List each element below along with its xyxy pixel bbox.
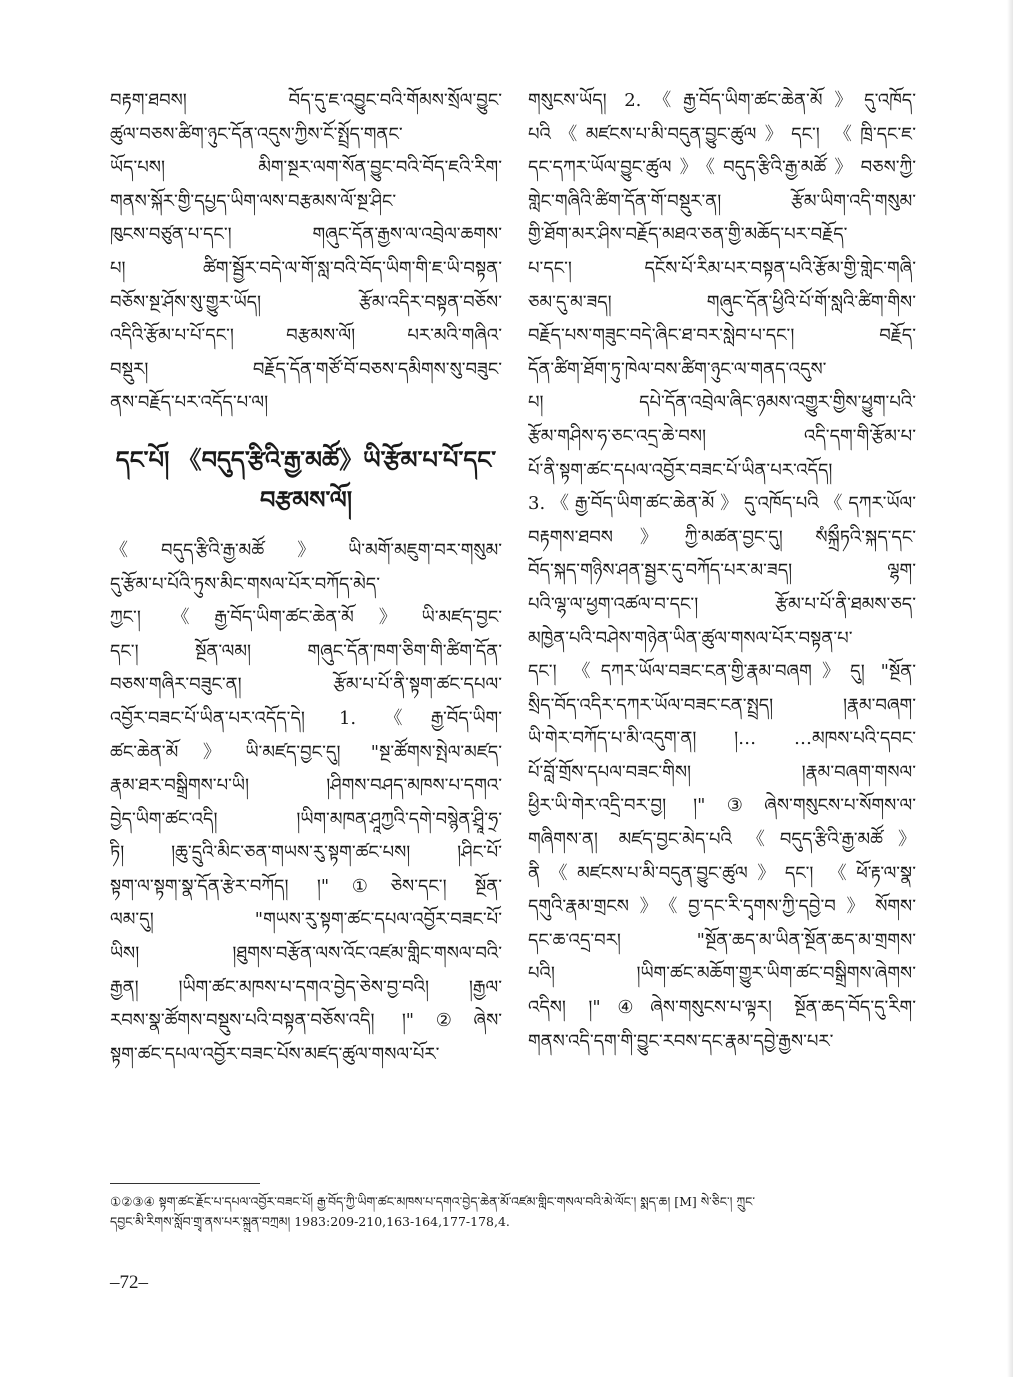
text-line: ཏི། །ཆུ་དྲུའི་མིང་ཅན་གཡས་རུ་སྟག་ཚང་པས། །ཤིང་པོ་ <box>110 842 502 864</box>
text-line: དང་། 《དཀར་ཡོལ་བཟང་ངན་གྱི་རྣམ་བཞག》དུ། "སྔོན་ <box>528 661 916 683</box>
text-line: དགུའི་རྣམ་གྲངས》《བྱ་དང་རི་དྭགས་ཀྱི་དབྱེ་བ》སོགས་ <box>528 896 916 918</box>
footnote-line: དབྱང་མི་རིགས་སློབ་གྲྭ་ནས་པར་སྐྲུན་བཀྲམ། 1983:209-210,163-164,177-178,4. <box>110 1214 510 1229</box>
text-line: པ། དཔེ་དོན་འབྲེལ་ཞིང་ཉམས་འགྱུར་གྱིས་ཕྱུག་པའི་ <box>528 392 916 414</box>
text-line: ཕྱིར་ཡི་གེར་འདྲི་བར་བྱ། །"③ཞེས་གསུངས་པ་སོགས་ལ་ <box>528 795 916 817</box>
paragraph-author <box>110 534 502 1072</box>
text-line: གྱི་ཐོག་མར་ཤིས་བརྗོད་མཐའ་ཅན་གྱི་མཆོད་པར་བརྗོད་ <box>528 224 848 246</box>
text-line: གླེང་གཞིའི་ཚིག་དོན་གོ་བསྡུར་ན། རྩོམ་ཡིག་འདི་གསུམ་ <box>528 190 916 212</box>
text-line: གསུངས་ཡོད། 2.《རྒྱ་བོད་ཡིག་ཚང་ཆེན་མོ》དུ་འཁོད་ <box>528 90 916 111</box>
text-line: འདིས། །"④ཞེས་གསུངས་པ་ལྟར། སྔོན་ཆད་བོད་དུ་རིག་ <box>528 997 916 1019</box>
paragraph-intro <box>110 84 502 420</box>
text-line: རྒྱན། །ཡིག་ཚང་མཁས་པ་དགའ་བྱེད་ཅེས་བྱ་བའི། །རྒྱལ་ <box>110 976 502 998</box>
text-line: པའི་ལྷ་ལ་ཕྱག་འཚལ་བ་དང་། རྩོམ་པ་པོ་ནི་ཐམས་ཅད་ <box>528 593 916 615</box>
text-line: དང་དཀར་ཡོལ་བྱུང་ཚུལ》《བདུད་རྩིའི་རྒྱ་མཚོ》བཅས་ཀྱི་ <box>528 157 916 179</box>
section-heading <box>110 440 502 520</box>
text-line: བརྟག་ཐབས། བོད་དུ་ཇ་འབྱུང་བའི་གོམས་སྲོལ་བྱུང་ <box>110 90 502 111</box>
section-heading-line: དང་པོ། 《བདུད་རྩིའི་རྒྱ་མཚོ》ཡི་རྩོམ་པ་པོ་དང་ <box>115 444 497 474</box>
text-line: དུ་རྩོམ་པ་པོའི་ཏུས་མིང་གསལ་པོར་བཀོད་མེད་ <box>110 573 380 595</box>
text-line: བཅོས་སྔ་ཤོས་སུ་གྱུར་ཡོད། རྩོམ་འདིར་བསྟན་བཅོས་ <box>110 291 502 313</box>
text-line: དང་། སྔོན་ལམ། གཞུང་དོན་ཁག་ཅིག་གི་ཚིག་དོན་ <box>110 640 502 662</box>
text-line: ཚུལ་བཅས་ཚིག་ཉུང་དོན་འདུས་ཀྱིས་ངོ་སྤྲོད་གནང་ <box>110 123 403 145</box>
text-line: ལམ་དུ། "གཡས་རུ་སྟག་ཚང་དཔལ་འབྱོར་བཟང་པོ་ <box>110 909 502 931</box>
text-line: གཞིགས་ན། མཛད་བྱང་མེད་པའི《བདུད་རྩིའི་རྒྱ་མཚོ》 <box>528 829 916 851</box>
text-line: པ་དང་། དངོས་པོ་རིམ་པར་བསྟན་པའི་རྩོམ་གྱི་གླེང་གཞི་ <box>528 257 916 279</box>
text-line: ནས་བརྗོད་པར་འདོད་པ་ལ། <box>110 392 269 414</box>
text-line: བརྟགས་ཐབས》ཀྱི་མཚན་བྱང་དུ། སཾསྐྲྀཏའི་སྐད་དང་ <box>528 526 916 548</box>
text-line: པོ་བློ་གྲོས་དཔལ་བཟང་གིས། །རྣམ་བཞག་གསལ་ <box>528 761 916 783</box>
text-line: སྲིད་བོད་འདིར་དཀར་ཡོལ་བཟང་ངན་སྤྲད། །རྣམ་བཞག་ <box>528 694 916 716</box>
right-column <box>528 84 916 1092</box>
page-number: –72– <box>110 1272 148 1293</box>
text-line: གནས་སྐོར་གྱི་དཔྱད་ཡིག་ལས་བརྩམས་ལོ་སྔ་ཤིང་ <box>110 190 397 212</box>
text-line: པའི《མཛངས་པ་མི་བདུན་བྱུང་ཚུལ》དང་། 《ཁྲི་དང་ཇ་ <box>528 123 916 145</box>
section-heading-line: བརྩམས་ལོ། <box>259 484 353 514</box>
footnotes <box>110 1192 916 1232</box>
text-line: 3.《རྒྱ་བོད་ཡིག་ཚང་ཆེན་མོ》དུ་འཁོད་པའི《དཀར་ཡོལ་ <box>528 493 916 515</box>
text-line <box>528 1058 916 1092</box>
text-line: སྟག་ཚང་དཔལ་འབྱོར་བཟང་པོས་མཛད་ཚུལ་གསལ་པོར་ <box>110 1043 440 1065</box>
footnote-line: ①②③④ སྟག་ཚང་རྗོང་པ་དཔལ་འབྱོར་བཟང་པོ། རྒྱ་བོད་ཀྱི་ཡིག་ཚང་མཁས་པ་དགའ་བྱེད་ཆེན་མོ་འཛམ་གླིང་གསལ་བའི་མེ་ལོང་། སྨད་ཆ། [M] སེ་ཅིང་། ཀྲུང་ <box>110 1194 755 1209</box>
text-line: བསྡུར། བརྗོད་དོན་གཙོ་བོ་བཅས་དམིགས་སུ་བཟུང་ <box>110 358 502 380</box>
text-line: ཡིས། །ཐུགས་བརྩོན་ལས་འོང་འཛམ་གླིང་གསལ་བའི་ <box>110 943 502 965</box>
text-line: བརྗོད་པས་གཟུང་བདེ་ཞིང་ཐ་བར་སླེབ་པ་དང་། བརྗོད་ <box>528 325 916 347</box>
text-line: མཁྱེན་པའི་བཤེས་གཉེན་ཡིན་ཚུལ་གསལ་པོར་བསྟན་པ་ <box>528 627 853 649</box>
text-line: 《བདུད་རྩིའི་རྒྱ་མཚོ》ཡི་མགོ་མཇུག་བར་གསུམ་ <box>110 539 502 561</box>
text-line: ཁུངས་བཙུན་པ་དང་། གཞུང་དོན་རྒྱས་ལ་འབྲེལ་ཆགས་ <box>110 224 502 246</box>
text-line: སྟག་ལ་སྟག་སྣ་དོན་རྩེར་བཀོད། །"①ཅེས་དང་། སྔོན་ <box>110 875 502 897</box>
text-line: ཚང་ཆེན་མོ》ཡི་མཛད་བྱང་དུ། "སྔ་ཚོགས་སྤེལ་མཛད་ <box>110 741 502 763</box>
text-line: བོད་སྐད་གཉིས་ཤན་སྦྱར་དུ་བཀོད་པར་མ་ཟད། ལྷག་ <box>528 560 916 582</box>
text-line: འབྱོར་བཟང་པོ་ཡིན་པར་འདོད་དེ། 1.《རྒྱ་བོད་ཡིག་ <box>110 707 502 729</box>
text-line: ཅམ་དུ་མ་ཟད། གཞུང་དོན་ཕྱིའི་པོ་གོ་སླའི་ཚིག་གིས་ <box>528 291 916 313</box>
text-line: པའི། །ཡིག་ཚང་མཆོག་གྱུར་ཡིག་ཚང་བསྒྲིགས་ཞེགས་ <box>528 963 916 985</box>
footnote-divider <box>110 1183 260 1184</box>
text-line: རབས་སྣ་ཚོགས་བསྡུས་པའི་བསྟན་བཅོས་འདི། །"②ཞེས་ <box>110 1010 502 1032</box>
text-line: པོ་ནི་སྟག་ཚང་དཔལ་འབྱོར་བཟང་པོ་ཡིན་པར་འདོད། <box>528 459 833 481</box>
text-line: བཅས་གཞིར་བཟུང་ན། རྩོམ་པ་པོ་ནི་སྟག་ཚང་དཔལ་ <box>110 674 502 696</box>
text-line: ཀྱང་། 《རྒྱ་བོད་ཡིག་ཚང་ཆེན་མོ》ཡི་མཛད་བྱང་ <box>110 607 502 629</box>
text-line: རྣམ་ཐར་བསྒྲིགས་པ་ཡི། །ཤིགས་བཤད་མཁས་པ་དགའ་ <box>110 775 502 797</box>
text-line: བྱེད་ཡིག་ཚང་འདི། །ཡིག་མཁན་ཤཱཀྱའི་དགེ་བསྙེན་ཤྲཱི་ཧྲ་ <box>110 808 502 830</box>
text-line: རྩོམ་གཤིས་ཧ་ཅང་འདྲ་ཆེ་བས། འདི་དག་གི་རྩོམ་པ་ <box>528 425 916 447</box>
text-line: ཡོད་པས། མིག་སྔར་ལག་སོན་བྱུང་བའི་བོད་ཇའི་རིག་ <box>110 157 502 179</box>
text-line: པ། ཚིག་སྦྱོར་བདེ་ལ་གོ་སླ་བའི་བོད་ཡིག་གི་ཇ་ཡི་བསྟན་ <box>110 257 502 279</box>
text-line: ནི《མཛངས་པ་མི་བདུན་བྱུང་ཚུལ》དང་། 《ཕོ་རྟ་ལ་སྣ་ <box>528 862 916 884</box>
left-column <box>110 84 502 1071</box>
text-line: གནས་འདི་དག་གི་བྱུང་རབས་དང་རྣམ་དབྱེ་རྒྱས་པར་ <box>528 1030 834 1052</box>
page-edge-shadow <box>1007 0 1013 1377</box>
text-line: ཡི་གེར་བཀོད་པ་མི་འདུག་ན། །… …མཁས་པའི་དབང་ <box>528 728 916 750</box>
text-line: དང་ཆ་འདྲ་བར། "སྔོན་ཆད་མ་ཡིན་སྔོན་ཆད་མ་གྲགས་ <box>528 929 916 951</box>
text-line: དོན་ཚིག་ཐོག་ཏུ་ཁེལ་བས་ཚིག་ཉུང་ལ་གནད་འདུས་ <box>528 358 827 380</box>
text-line: འདིའི་རྩོམ་པ་པོ་དང་། བརྩམས་ལོ། པར་མའི་གཞིའ་ <box>110 325 502 347</box>
